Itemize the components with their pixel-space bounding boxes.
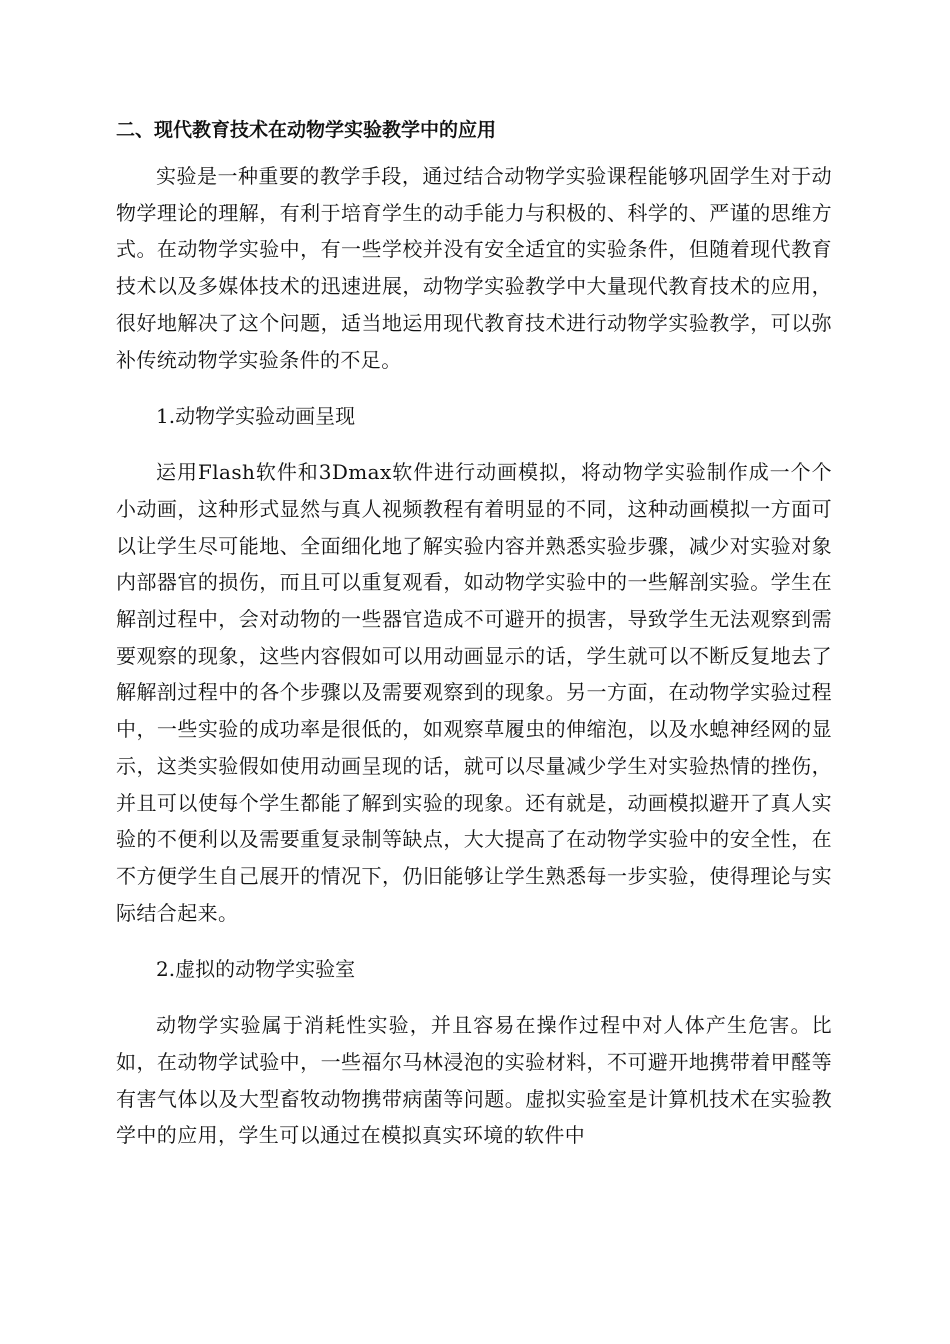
subsection-1-heading: 1.动物学实验动画呈现 [156,404,356,429]
document-page [116,112,832,1174]
intro-paragraph: 实验是一种重要的教学手段，通过结合动物学实验课程能够巩固学生对于动物学理论的理解，有利于培育学生的动手能力与积极的、科学的、严谨的思维方式。在动物学实验中，有一些学校并没有安全适宜的实验条件，但随着现代教育技术以及多媒体技术的迅速进展，动物学实验教学中大量现代教育技术的应用，很好地解决了这个问题，适当地运用现代教育技术进行动物学实验教学，可以弥补传统动物学实验条件的不足。 [116,164,832,372]
section-heading: 二、现代教育技术在动物学实验教学中的应用 [116,119,497,141]
subsection-2-heading: 2.虚拟的动物学实验室 [156,957,356,982]
subsection-1-paragraph: 运用Flash软件和3Dmax软件进行动画模拟，将动物学实验制作成一个个小动画，这种形式显然与真人视频教程有着明显的不同，这种动画模拟一方面可以让学生尽可能地、全面细化地了解实验内容并熟悉实验步骤，减少对实验对象内部器官的损伤，而且可以重复观看，如动物学实验中的一些解剖实验。学生在解剖过程中，会对动物的一些器官造成不可避开的损害，导致学生无法观察到需要观察的现象，这些内容假如可以用动画显示的话，学生就可以不断反复地去了解解剖过程中的各个步骤以及需要观察到的现象。另一方面，在动物学实验过程中，一些实验的成功率是很低的，如观察草履虫的伸缩泡，以及水螅神经网的显示，这类实验假如使用动画呈现的话，就可以尽量减少学生对实验热情的挫伤，并且可以使每个学生都能了解到实验的现象。还有就是，动画模拟避开了真人实验的不便利以及需要重复录制等缺点，大大提高了在动物学实验中的安全性，在不方便学生自己展开的情况下，仍旧能够让学生熟悉每一步实验，使得理论与实际结合起来。 [116,460,832,925]
subsection-2-paragraph: 动物学实验属于消耗性实验，并且容易在操作过程中对人体产生危害。比如，在动物学试验中，一些福尔马林浸泡的实验材料，不可避开地携带着甲醛等有害气体以及大型畜牧动物携带病菌等问题。虚拟实验室是计算机技术在实验教学中的应用，学生可以通过在模拟真实环境的软件中 [116,1013,832,1148]
